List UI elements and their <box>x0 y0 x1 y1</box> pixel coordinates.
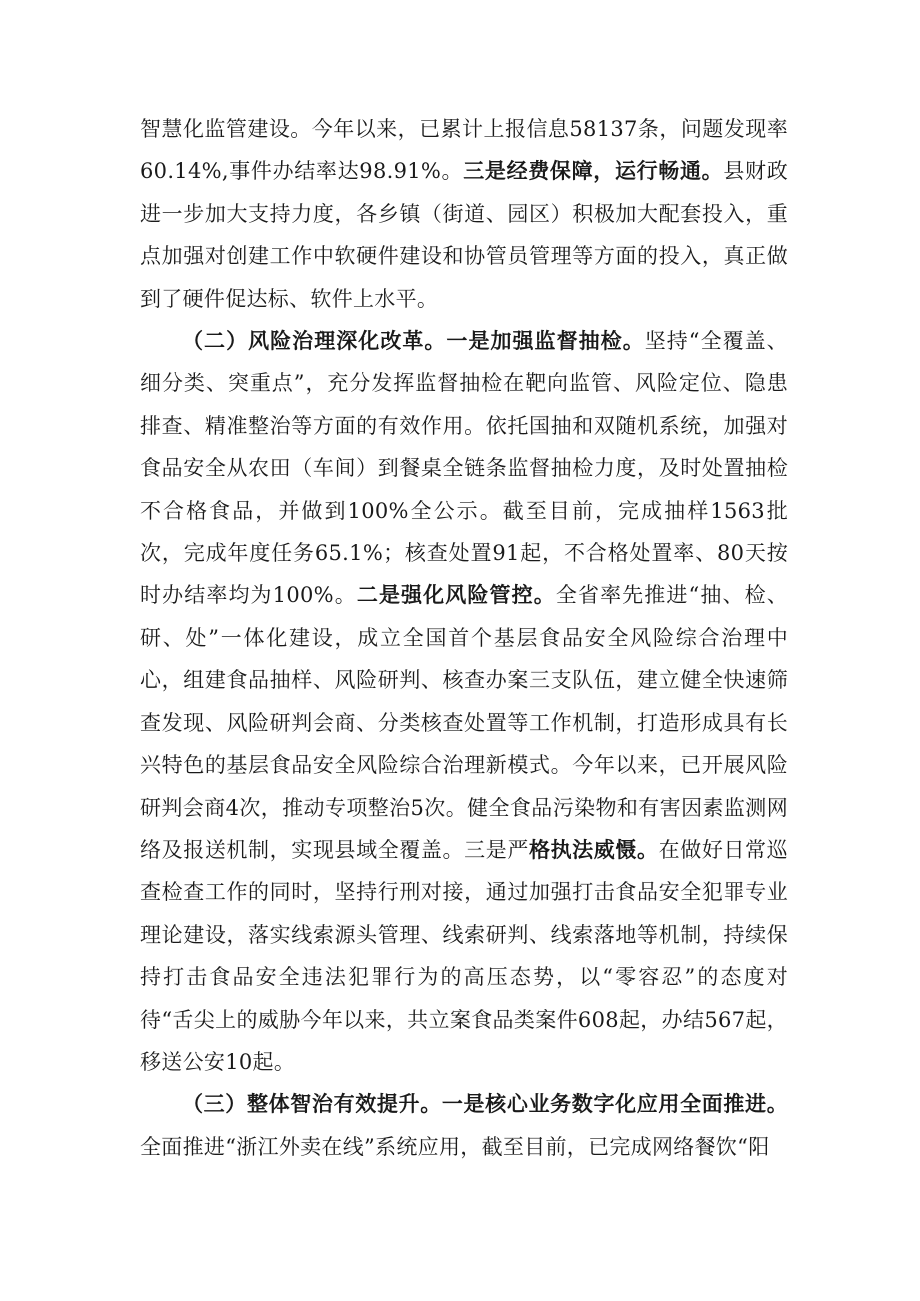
text-run: 智慧化监管建设。今年以来，已累计上报信息58137条，问题发现率60.14%,事件办结率达98.91%。 <box>140 117 788 184</box>
document-body <box>140 108 788 1168</box>
paragraph-2 <box>140 320 788 1083</box>
section-heading-run: （二）风险治理深化改革。一是加强监督抽检。 <box>182 328 645 354</box>
text-run: 坚持“全覆盖、细分类、突重点”，充分发挥监督抽检在靶向监管、风险定位、隐患排查、精准整治等方面的有效作用。依托国抽和双随机系统，加强对食品安全从农田（车间）到餐桌全链条监督抽检力度，及时处置抽检不合格食品，并做到100%全公示。截至目前，完成抽样1563批次，完成年度任务65.1%；核查处置91起，不合格处置率、80天按时办结率均为100%。 <box>140 329 788 608</box>
bold-heading-run: 格执法威慑。 <box>528 836 659 862</box>
paragraph-3 <box>140 1083 788 1168</box>
section-heading-run: （三）整体智治有效提升。一是核心业务数字化应用全面推进。 <box>182 1091 788 1117</box>
text-run: 在做好日常巡查检查工作的同时，坚持行刑对接，通过加强打击食品安全犯罪专业理论建设，落实线索源头管理、线索研判、线索落地等机制，持续保持打击食品安全违法犯罪行为的高压态势，以“零容忍”的态度对待“舌尖上的威胁今年以来，共立案食品类案件608起，办结567起，移送公安10起。 <box>140 837 788 1074</box>
text-run: 全面推进“浙江外卖在线”系统应用，截至目前，已完成网络餐饮“阳 <box>140 1134 770 1159</box>
paragraph-1 <box>140 108 788 320</box>
bold-heading-run: 三是经费保障，运行畅通。 <box>463 158 724 184</box>
bold-heading-run: 二是强化风险管控。 <box>356 582 556 608</box>
text-run: 全省率先推进“抽、检、研、处”一体化建设，成立全国首个基层食品安全风险综合治理中心，组建食品抽样、风险研判、核查办案三支队伍，建立健全快速筛查发现、风险研判会商、分类核查处置等工作机制，打造形成具有长兴特色的基层食品安全风险综合治理新模式。今年以来，已开展风险研判会商4次，推动专项整治5次。健全食品污染物和有害因素监测网络及报送机制，实现县域全覆盖。三是严 <box>140 583 788 862</box>
text-run: 县财政进一步加大支持力度，各乡镇（街道、园区）积极加大配套投入，重点加强对创建工作中软硬件建设和协管员管理等方面的投入，真正做到了硬件促达标、软件上水平。 <box>140 159 788 311</box>
